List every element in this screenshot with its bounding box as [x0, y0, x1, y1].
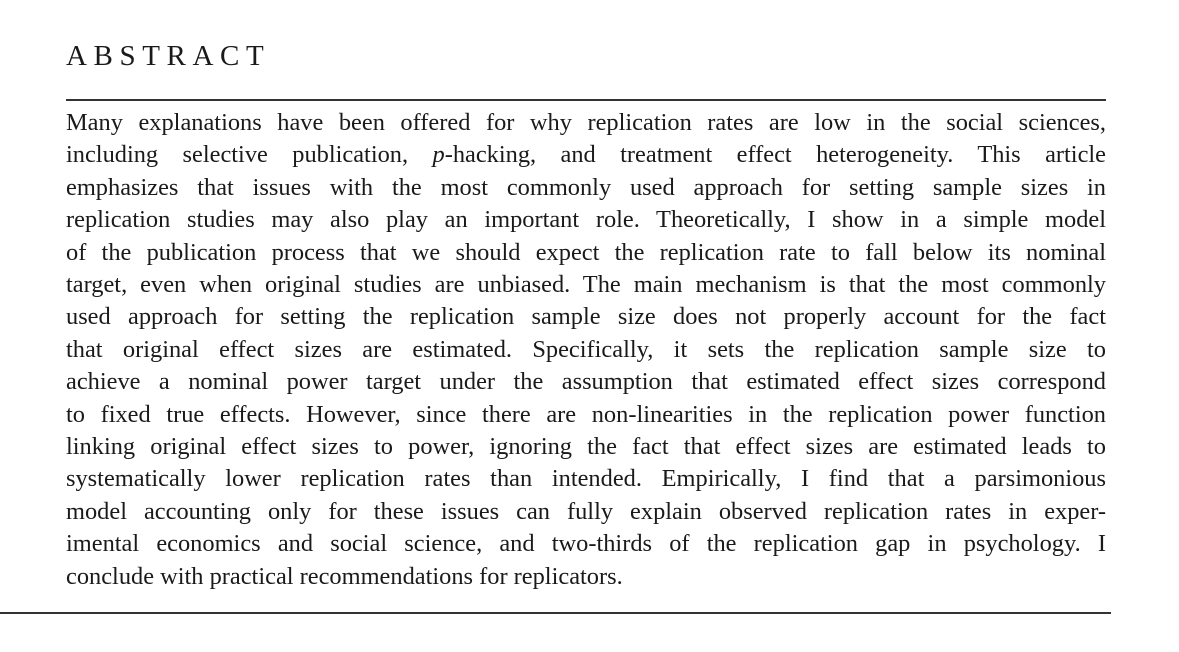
abstract-line: target, even when original studies are unbiased. The main mechanism is that the most commonly [66, 271, 1106, 299]
abstract-heading: ABSTRACT [66, 40, 271, 72]
abstract-line: imental economics and social science, and two-thirds of the replication gap in psychology. I [66, 530, 1106, 558]
bottom-divider [0, 612, 1111, 614]
abstract-line: model accounting only for these issues can fully explain observed replication rates in exper- [66, 497, 1106, 525]
abstract-line: to fixed true effects. However, since there are non-linearities in the replication power function [66, 400, 1106, 428]
abstract-line: conclude with practical recommendations for replicators. [66, 562, 623, 590]
top-divider [66, 99, 1106, 101]
abstract-line: of the publication process that we should expect the replication rate to fall below its nominal [66, 238, 1106, 266]
abstract-line: Many explanations have been offered for why replication rates are low in the social sciences, [66, 109, 1106, 136]
abstract-line: used approach for setting the replication sample size does not properly account for the fact [66, 303, 1106, 331]
abstract-line: replication studies may also play an important role. Theoretically, I show in a simple model [66, 206, 1106, 234]
abstract-line-part: -hacking, and treatment effect heterogeneity. This article [444, 141, 1107, 169]
abstract-line: linking original effect sizes to power, ignoring the fact that effect sizes are estimated leads to [66, 433, 1106, 461]
abstract-text [66, 107, 1106, 593]
abstract-line: that original effect sizes are estimated. Specifically, it sets the replication sample size to [66, 335, 1106, 363]
p-italic: p [432, 141, 445, 169]
abstract-line: achieve a nominal power target under the assumption that estimated effect sizes correspond [66, 368, 1106, 396]
abstract-line-part: including selective publication, [66, 141, 433, 169]
abstract-line: emphasizes that issues with the most commonly used approach for setting sample sizes in [66, 173, 1106, 201]
abstract-line [66, 139, 1106, 171]
abstract-line: systematically lower replication rates than intended. Empirically, I find that a parsimonious [66, 465, 1106, 493]
